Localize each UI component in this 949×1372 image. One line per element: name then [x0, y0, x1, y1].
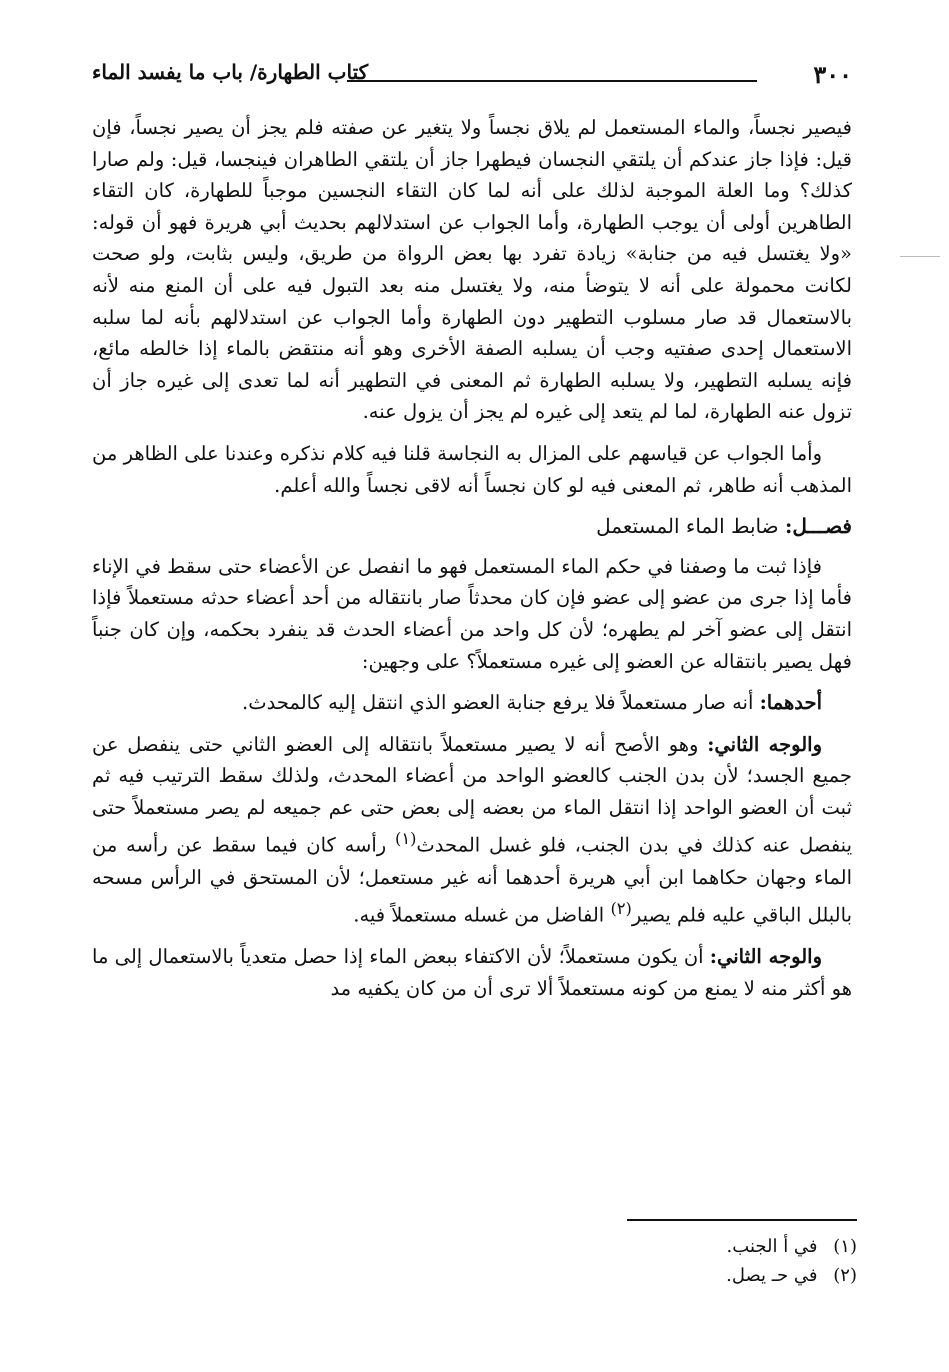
header-rule	[347, 80, 757, 82]
main-text	[92, 112, 852, 1014]
paragraph: وأما الجواب عن قياسهم على المزال به النجاسة قلنا فيه كلام نذكره وعندنا على الظاهر من المذهب أنه طاهر، ثم المعنى فيه لو كان نجساً أنه لاقى نجساً والله أعلم.	[92, 441, 852, 497]
section-title: ضابط الماء المستعمل	[596, 514, 779, 539]
paragraph	[92, 687, 852, 719]
footnote-rule	[627, 1219, 857, 1221]
footnote	[437, 1232, 857, 1261]
footnote-ref: (٢)	[610, 899, 632, 919]
paragraph-text: أنه صار مستعملاً فلا يرفع جنابة العضو الذي انتقل إليه كالمحدث.	[242, 691, 754, 715]
lead-word: والوجه الثاني:	[707, 732, 822, 756]
footnotes	[437, 1232, 857, 1290]
paragraph-text: رأسه كان فيما سقط عن رأسه من الماء وجهان حكاهما ابن أبي هريرة أحدهما أنه غير مستعمل؛ لأن المستحق في الرأس مسحه بالبلل الباقي عليه فلم يصير	[92, 833, 852, 927]
paragraph-text: وهو الأصح أنه لا يصير مستعملاً بانتقاله إلى العضو الثاني حتى ينفصل عن جميع الجسد؛ لأن بدن الجنب كالعضو الواحد من أعضاء المحدث، ولذلك سقط الترتيب فيه ثم ثبت أن العضو الواحد إذا انتقل الماء من بعضه إلى بعض حتى عم جميعه لم يصر مستعملاً حتى ينفصل عنه كذلك في بدن الجنب، فلو غسل المحدث	[92, 732, 852, 857]
page-header	[92, 58, 852, 98]
paragraph	[92, 729, 852, 932]
section-label: فصـــل:	[784, 514, 852, 539]
paragraph: فيصير نجساً، والماء المستعمل لم يلاق نجساً ولا يتغير عن صفته فلم يجز أن يصير نجساً، فإن قيل: فإذا جاز عندكم أن يلتقي النجسان فيطهرا جاز أن يلتقي الطاهران فينجسا، قيل: ولم صارا كذلك؟ وما العلة الموجبة لذلك على أنه لما كان التقاء النجسين موجباً للطهارة، كان التقاء الطاهرين أولى أن يوجب الطهارة، وأما الجواب عن استدلالهم بحديث أبي هريرة فهو أن قوله: «ولا يغتسل فيه من جنابة» زيادة تفرد بها بعض الرواة من طريق، وليس بثابت، ولو صحت لكانت محمولة على أنه لا يتوضأ منه، ولا يغتسل منه بعد التبول فيه على أن المنع منه لأنه بالاستعمال قد صار مسلوب التطهير دون الطهارة وأما الجواب عن استدلالهم بأنه لما سلبه الاستعمال إحدى صفتيه وجب أن يسلبه الصفة الأخرى وهو أنه منتقض بالماء إذا خالطه مائع، فإنه يسلبه التطهير، ولا يسلبه الطهارة ثم المعنى في التطهير أنه لما تعدى إلى غيره جاز أن تزول عنه الطهارة، لما لم يتعد إلى غيره لم يجز أن يزول عنه.	[92, 116, 852, 424]
footnote-number: (١)	[833, 1236, 857, 1257]
paragraph: فإذا ثبت ما وصفنا في حكم الماء المستعمل فهو ما انفصل عن الأعضاء حتى سقط في الإناء فأما إذا جرى من عضو إلى عضو فإن كان محدثاً صار بانتقاله من أحد أعضاء حدثه مستعملاً فإذا انتقل إلى عضو آخر لم يطهره؛ لأن كل واحد من أعضاء الحدث قد ينفرد بحكمه، وإن كان جنباً فهل يصير بانتقاله عن العضو إلى غيره مستعملاً؟ على وجهين:	[92, 554, 852, 673]
footnote-text: في أ الجنب.	[726, 1236, 818, 1257]
paragraph	[92, 941, 852, 1004]
lead-word: أحدهما:	[759, 691, 822, 715]
footnote-ref: (١)	[394, 829, 417, 849]
page-number: ٣٠٠	[813, 60, 852, 89]
section-heading	[92, 511, 852, 543]
footnote-number: (٢)	[833, 1265, 857, 1286]
paragraph-text: أن يكون مستعملاً؛ لأن الاكتفاء ببعض الماء إذا حصل متعدياً بالاستعمال إلى ما هو أكثر منه لا يمنع من كونه مستعملاً ألا ترى أن من كان يكفيه مد	[92, 945, 852, 1000]
footnote-text: في حـ يصل.	[726, 1265, 818, 1286]
lead-word: والوجه الثاني:	[709, 945, 822, 969]
running-title: كتاب الطهارة/ باب ما يفسد الماء	[92, 60, 369, 84]
margin-mark	[900, 256, 940, 257]
paragraph-text: الفاضل من غسله مستعملاً فيه.	[353, 903, 605, 927]
footnote	[437, 1261, 857, 1290]
